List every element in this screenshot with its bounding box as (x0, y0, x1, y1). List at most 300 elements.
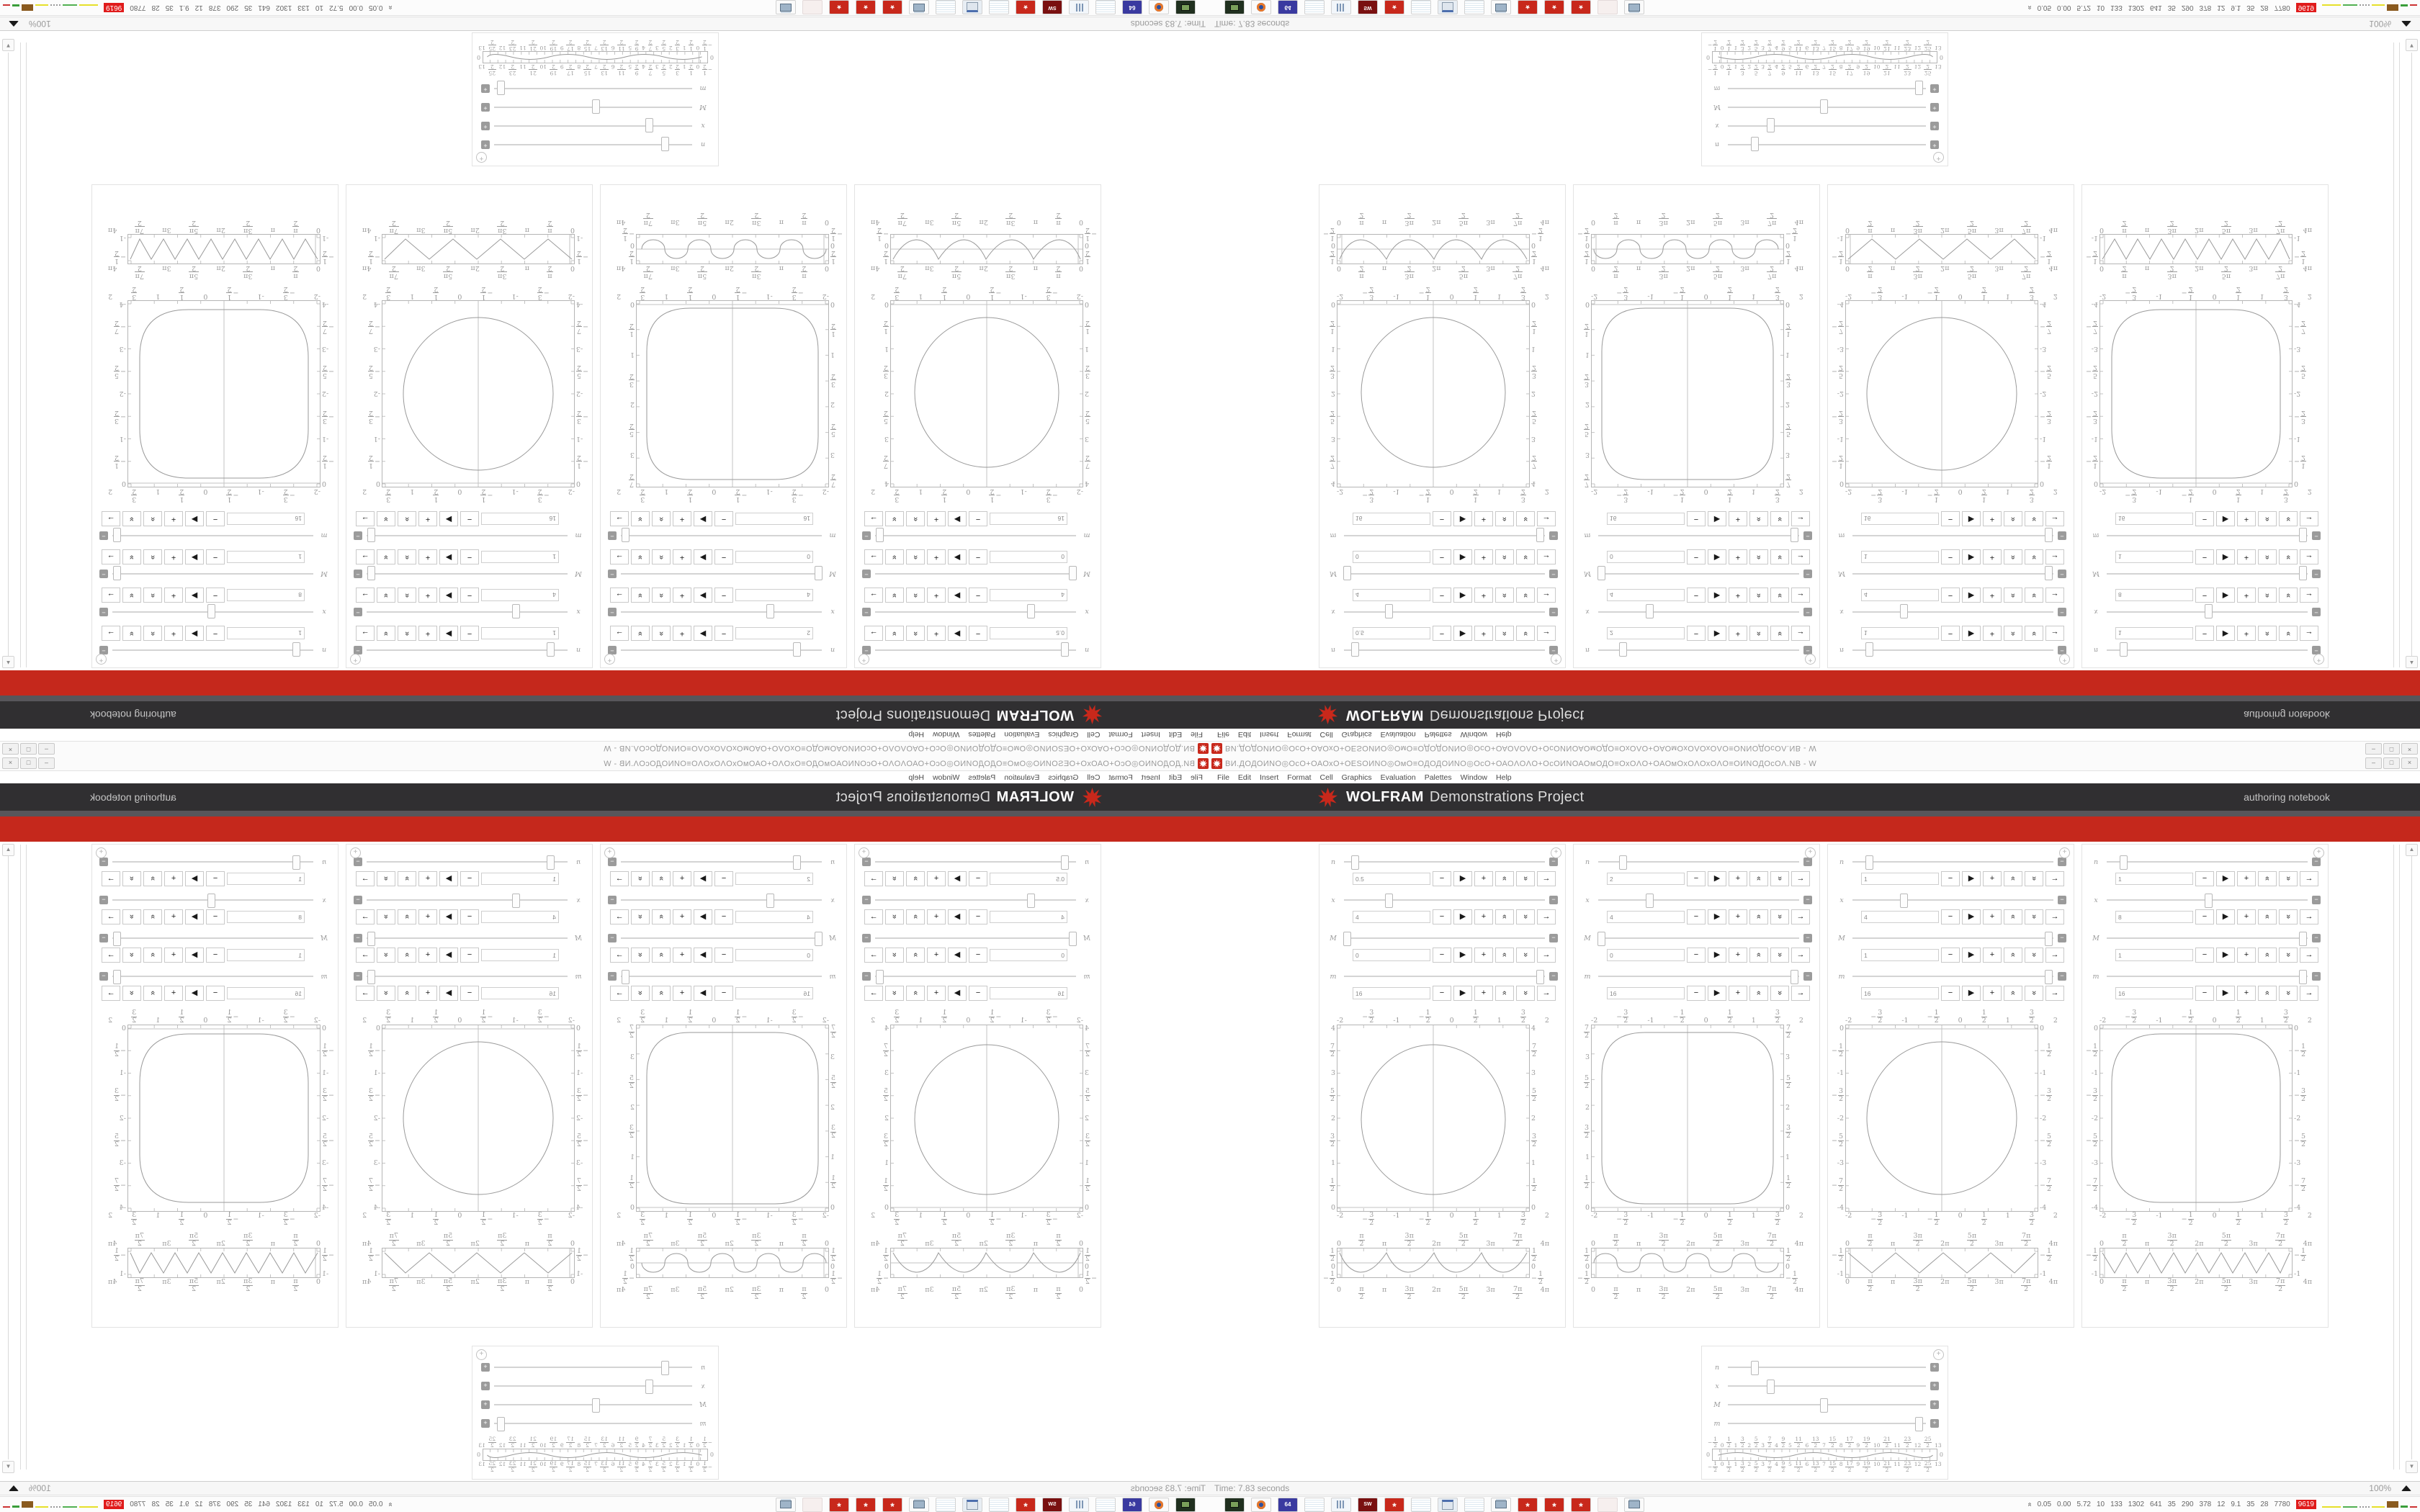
faster-button[interactable] (1495, 626, 1514, 641)
slider-thumb[interactable] (2045, 970, 2053, 984)
slower-button[interactable] (122, 511, 141, 526)
taskbar-app-icon[interactable] (1411, 1498, 1431, 1512)
decrement-button[interactable]: − (1687, 626, 1706, 641)
increment-button[interactable]: + (2237, 909, 2256, 924)
slower-button[interactable] (1770, 588, 1789, 603)
increment-button[interactable]: + (1474, 909, 1493, 924)
slower-button[interactable] (377, 871, 395, 886)
direction-button[interactable]: → (2045, 986, 2064, 1001)
slider-collapse-toggle[interactable]: − (1803, 972, 1812, 981)
slider-thumb[interactable] (1343, 932, 1351, 946)
slower-button[interactable] (885, 986, 904, 1001)
increment-button[interactable]: + (164, 986, 183, 1001)
manipulate-menu-icon[interactable]: + (1805, 654, 1816, 665)
slider-thumb[interactable] (2120, 642, 2128, 657)
faster-button[interactable] (2258, 948, 2277, 963)
slower-button[interactable] (2025, 549, 2043, 564)
slider-expand-toggle[interactable]: + (1930, 84, 1939, 93)
increment-button[interactable]: + (1729, 986, 1747, 1001)
taskbar-app-icon[interactable] (1624, 1, 1644, 15)
slider-collapse-toggle[interactable]: − (2312, 608, 2321, 616)
slider-thumb[interactable] (1069, 932, 1077, 946)
slider-collapse-toggle[interactable]: − (1549, 570, 1558, 578)
manipulate-menu-icon[interactable]: + (859, 654, 869, 665)
slider-value-field[interactable] (1861, 551, 1939, 563)
decrement-button[interactable]: − (1433, 588, 1451, 603)
taskbar-app-icon[interactable]: SW (1358, 1, 1378, 15)
increment-button[interactable]: + (1983, 871, 2002, 886)
play-button[interactable]: ▶ (2216, 588, 2235, 603)
slider-thumb[interactable] (1027, 894, 1035, 908)
direction-button[interactable]: → (2300, 588, 2318, 603)
decrement-button[interactable]: − (1433, 909, 1451, 924)
taskbar-app-icon[interactable] (1384, 1498, 1404, 1512)
decrement-button[interactable]: − (2195, 549, 2214, 564)
slider-value-field[interactable] (1607, 627, 1685, 639)
faster-button[interactable] (2004, 511, 2022, 526)
slider-collapse-toggle[interactable]: − (608, 570, 617, 578)
decrement-button[interactable]: − (206, 909, 225, 924)
direction-button[interactable]: → (356, 626, 375, 641)
slider-expand-toggle[interactable]: + (1930, 1382, 1939, 1390)
manipulate-menu-icon[interactable]: + (1933, 152, 1944, 163)
slider-value-field[interactable] (227, 551, 305, 563)
decrement-button[interactable]: − (1433, 511, 1451, 526)
slider-value-field[interactable] (481, 627, 559, 639)
decrement-button[interactable]: − (1687, 511, 1706, 526)
slider-thumb[interactable] (497, 1417, 505, 1431)
slider-collapse-toggle[interactable]: − (862, 608, 871, 616)
play-button[interactable]: ▶ (185, 511, 204, 526)
increment-button[interactable]: + (1729, 626, 1747, 641)
decrement-button[interactable]: − (969, 549, 987, 564)
taskbar-app-icon[interactable] (1149, 1, 1169, 15)
cell-bracket[interactable] (2399, 42, 2400, 667)
slider-thumb[interactable] (292, 642, 300, 657)
play-button[interactable]: ▶ (1708, 588, 1726, 603)
cell-bracket[interactable] (2393, 42, 2394, 667)
play-button[interactable]: ▶ (2216, 549, 2235, 564)
increment-button[interactable]: + (1474, 626, 1493, 641)
decrement-button[interactable]: − (969, 871, 987, 886)
increment-button[interactable]: + (2237, 549, 2256, 564)
slider-thumb[interactable] (1751, 1361, 1759, 1375)
slider-thumb[interactable] (2299, 932, 2307, 946)
taskbar-app-icon[interactable] (776, 1498, 796, 1512)
slider-thumb[interactable] (661, 137, 669, 151)
taskbar-app-icon[interactable] (989, 1, 1009, 15)
slower-button[interactable] (1516, 871, 1535, 886)
taskbar-app-icon[interactable] (962, 1, 982, 15)
slower-button[interactable] (2279, 626, 2298, 641)
restore-button[interactable]: □ (2383, 743, 2400, 755)
slider-track[interactable] (494, 138, 692, 152)
menu-item[interactable]: Palettes (968, 773, 996, 782)
slider-thumb[interactable] (766, 604, 774, 618)
play-button[interactable]: ▶ (1962, 549, 1981, 564)
taskbar-app-icon[interactable] (1464, 1, 1484, 15)
cell-bracket[interactable] (20, 42, 21, 667)
close-button[interactable]: × (2, 757, 19, 769)
taskbar-app-icon[interactable] (1624, 1498, 1644, 1512)
slider-collapse-toggle[interactable]: − (608, 972, 617, 981)
taskbar-app-icon[interactable] (989, 1498, 1009, 1512)
slider-track[interactable] (112, 931, 313, 945)
manipulate-menu-icon[interactable]: + (2059, 847, 2070, 858)
play-button[interactable]: ▶ (1453, 626, 1472, 641)
slower-button[interactable] (1770, 549, 1789, 564)
decrement-button[interactable]: − (206, 626, 225, 641)
decrement-button[interactable]: − (460, 948, 479, 963)
increment-button[interactable]: + (1983, 549, 2002, 564)
decrement-button[interactable]: − (1941, 549, 1960, 564)
slider-value-field[interactable] (481, 873, 559, 885)
slider-value-field[interactable] (990, 987, 1067, 999)
slider-thumb[interactable] (208, 894, 216, 908)
menu-item[interactable]: File (1217, 730, 1229, 739)
zoom-indicator-icon[interactable] (9, 1485, 19, 1491)
faster-button[interactable] (2004, 948, 2022, 963)
decrement-button[interactable]: − (206, 948, 225, 963)
play-button[interactable]: ▶ (439, 588, 458, 603)
slower-button[interactable] (1770, 511, 1789, 526)
slower-button[interactable] (631, 511, 650, 526)
direction-button[interactable]: → (1537, 871, 1556, 886)
direction-button[interactable]: → (610, 588, 629, 603)
increment-button[interactable]: + (673, 909, 691, 924)
menu-item[interactable]: Edit (1168, 730, 1183, 739)
direction-button[interactable]: → (864, 909, 883, 924)
faster-button[interactable] (2258, 588, 2277, 603)
slider-track[interactable] (1728, 1416, 1926, 1431)
slower-button[interactable] (1770, 986, 1789, 1001)
taskbar-app-icon[interactable] (1597, 1, 1618, 15)
slower-button[interactable] (2025, 948, 2043, 963)
faster-button[interactable] (906, 871, 925, 886)
tray-expander-icon[interactable]: » (2025, 5, 2034, 10)
decrement-button[interactable]: − (460, 909, 479, 924)
slower-button[interactable] (122, 871, 141, 886)
slider-collapse-toggle[interactable]: − (99, 934, 108, 942)
restore-button[interactable]: □ (20, 757, 37, 769)
manipulate-menu-icon[interactable]: + (2313, 654, 2324, 665)
slider-thumb[interactable] (1915, 1417, 1923, 1431)
taskbar-app-icon[interactable] (856, 1498, 876, 1512)
menu-item[interactable]: Cell (1319, 773, 1333, 782)
play-button[interactable]: ▶ (185, 909, 204, 924)
play-button[interactable]: ▶ (1708, 511, 1726, 526)
slider-value-field[interactable] (227, 627, 305, 639)
slider-thumb[interactable] (2299, 566, 2307, 580)
taskbar-app-icon[interactable]: 64 (1122, 1498, 1142, 1512)
slider-value-field[interactable] (1861, 627, 1939, 639)
decrement-button[interactable]: − (969, 626, 987, 641)
taskbar-app-icon[interactable] (882, 1498, 902, 1512)
slider-track[interactable] (1728, 1360, 1926, 1374)
decrement-button[interactable]: − (1941, 871, 1960, 886)
direction-button[interactable]: → (2300, 626, 2318, 641)
window-titlebar[interactable] (0, 741, 1210, 756)
direction-button[interactable]: → (102, 986, 120, 1001)
slower-button[interactable] (631, 871, 650, 886)
minimize-button[interactable]: – (38, 743, 55, 755)
increment-button[interactable]: + (673, 948, 691, 963)
slider-collapse-toggle[interactable]: − (1803, 570, 1812, 578)
menu-item[interactable]: Evaluation (1380, 773, 1416, 782)
play-button[interactable]: ▶ (1453, 986, 1472, 1001)
slider-thumb[interactable] (2045, 566, 2053, 580)
slider-expand-toggle[interactable]: + (1930, 1400, 1939, 1409)
decrement-button[interactable]: − (460, 549, 479, 564)
taskbar-app-icon[interactable] (1016, 1498, 1036, 1512)
slider-value-field[interactable] (1607, 513, 1685, 525)
taskbar-app-icon[interactable] (1438, 1498, 1458, 1512)
faster-button[interactable] (398, 986, 416, 1001)
faster-button[interactable] (906, 549, 925, 564)
direction-button[interactable]: → (864, 871, 883, 886)
play-button[interactable]: ▶ (1962, 588, 1981, 603)
taskbar-app-icon[interactable] (856, 1, 876, 15)
restore-button[interactable]: □ (2383, 757, 2400, 769)
increment-button[interactable]: + (927, 948, 946, 963)
taskbar-app-icon[interactable] (1544, 1, 1564, 15)
taskbar-app-icon[interactable] (1331, 1498, 1351, 1512)
increment-button[interactable]: + (1729, 871, 1747, 886)
play-button[interactable]: ▶ (439, 948, 458, 963)
slower-button[interactable] (631, 549, 650, 564)
scroll-down-button[interactable]: ▼ (2, 1461, 14, 1473)
slider-track[interactable] (1598, 855, 1799, 869)
slider-value-field[interactable] (735, 589, 813, 601)
slider-collapse-toggle[interactable]: − (99, 858, 108, 866)
slider-value-field[interactable] (735, 987, 813, 999)
slider-collapse-toggle[interactable]: − (1549, 896, 1558, 904)
play-button[interactable]: ▶ (1962, 948, 1981, 963)
slider-track[interactable] (1598, 643, 1799, 657)
slider-thumb[interactable] (1767, 118, 1775, 132)
zoom-level[interactable]: 100% (29, 1483, 51, 1493)
slider-value-field[interactable] (1353, 551, 1430, 563)
direction-button[interactable]: → (1537, 549, 1556, 564)
slower-button[interactable] (1516, 948, 1535, 963)
slider-track[interactable] (1598, 567, 1799, 581)
slider-value-field[interactable] (1353, 873, 1430, 885)
play-button[interactable]: ▶ (185, 626, 204, 641)
decrement-button[interactable]: − (969, 986, 987, 1001)
play-button[interactable]: ▶ (439, 626, 458, 641)
faster-button[interactable] (1495, 948, 1514, 963)
slider-track[interactable] (1852, 643, 2053, 657)
decrement-button[interactable]: − (1941, 986, 1960, 1001)
slower-button[interactable] (631, 986, 650, 1001)
slider-track[interactable] (1852, 528, 2053, 543)
slower-button[interactable] (122, 588, 141, 603)
faster-button[interactable] (652, 909, 671, 924)
slider-collapse-toggle[interactable]: − (99, 896, 108, 904)
play-button[interactable]: ▶ (185, 986, 204, 1001)
increment-button[interactable]: + (1729, 588, 1747, 603)
direction-button[interactable]: → (2045, 588, 2064, 603)
play-button[interactable]: ▶ (694, 871, 712, 886)
play-button[interactable]: ▶ (1962, 986, 1981, 1001)
direction-button[interactable]: → (356, 871, 375, 886)
play-button[interactable]: ▶ (439, 511, 458, 526)
increment-button[interactable]: + (927, 909, 946, 924)
faster-button[interactable] (2004, 626, 2022, 641)
slower-button[interactable] (631, 948, 650, 963)
decrement-button[interactable]: − (1433, 626, 1451, 641)
taskbar-app-icon[interactable] (1464, 1498, 1484, 1512)
slider-collapse-toggle[interactable]: − (1549, 858, 1558, 866)
slower-button[interactable] (2025, 511, 2043, 526)
faster-button[interactable] (2258, 549, 2277, 564)
decrement-button[interactable]: − (1433, 986, 1451, 1001)
slider-expand-toggle[interactable]: + (1930, 1363, 1939, 1372)
slider-thumb[interactable] (547, 855, 555, 870)
slider-value-field[interactable] (481, 589, 559, 601)
decrement-button[interactable]: − (2195, 626, 2214, 641)
vertical-scrollbar[interactable] (8, 53, 9, 656)
play-button[interactable]: ▶ (694, 626, 712, 641)
taskbar-app-icon[interactable]: 64 (1278, 1, 1298, 15)
slider-track[interactable] (1852, 605, 2053, 619)
play-button[interactable]: ▶ (1453, 549, 1472, 564)
increment-button[interactable]: + (927, 588, 946, 603)
slider-track[interactable] (875, 893, 1076, 907)
slower-button[interactable] (631, 626, 650, 641)
faster-button[interactable] (1749, 626, 1768, 641)
decrement-button[interactable]: − (714, 511, 733, 526)
slider-value-field[interactable] (990, 873, 1067, 885)
taskbar-app-icon[interactable] (1384, 1, 1404, 15)
slider-collapse-toggle[interactable]: − (1549, 531, 1558, 540)
window-titlebar[interactable] (1210, 741, 2420, 756)
slider-track[interactable] (1598, 893, 1799, 907)
slider-thumb[interactable] (2299, 970, 2307, 984)
direction-button[interactable]: → (356, 948, 375, 963)
manipulate-menu-icon[interactable]: + (1551, 654, 1561, 665)
minimize-button[interactable]: – (2365, 757, 2382, 769)
taskbar-app-icon[interactable] (909, 1498, 929, 1512)
faster-button[interactable] (398, 588, 416, 603)
taskbar-app-icon[interactable] (1016, 1, 1036, 15)
increment-button[interactable]: + (927, 549, 946, 564)
slider-value-field[interactable] (990, 949, 1067, 961)
increment-button[interactable]: + (1474, 511, 1493, 526)
slider-track[interactable] (1598, 528, 1799, 543)
slider-value-field[interactable] (227, 987, 305, 999)
taskbar-app-icon[interactable] (1438, 1, 1458, 15)
taskbar-app-icon[interactable] (1224, 1498, 1245, 1512)
slider-thumb[interactable] (661, 1361, 669, 1375)
faster-button[interactable] (1495, 549, 1514, 564)
slider-collapse-toggle[interactable]: − (2058, 896, 2066, 904)
decrement-button[interactable]: − (1687, 871, 1706, 886)
manipulate-menu-icon[interactable]: + (96, 847, 107, 858)
slider-track[interactable] (112, 528, 313, 543)
zoom-level[interactable]: 100% (29, 19, 51, 29)
slider-collapse-toggle[interactable]: − (608, 934, 617, 942)
direction-button[interactable]: → (2300, 871, 2318, 886)
slider-thumb[interactable] (1385, 894, 1393, 908)
slider-value-field[interactable] (735, 911, 813, 923)
menu-item[interactable]: Evaluation (1004, 730, 1040, 739)
decrement-button[interactable]: − (1687, 909, 1706, 924)
slower-button[interactable] (2279, 588, 2298, 603)
faster-button[interactable] (652, 511, 671, 526)
slider-thumb[interactable] (367, 566, 375, 580)
cell-bracket[interactable] (26, 845, 27, 1470)
slider-value-field[interactable] (481, 987, 559, 999)
manipulate-menu-icon[interactable]: + (2313, 847, 2324, 858)
slider-thumb[interactable] (815, 932, 823, 946)
slider-track[interactable] (367, 643, 568, 657)
faster-button[interactable] (1495, 588, 1514, 603)
slider-thumb[interactable] (1900, 604, 1908, 618)
faster-button[interactable] (398, 948, 416, 963)
increment-button[interactable]: + (673, 986, 691, 1001)
slider-track[interactable] (1852, 893, 2053, 907)
slower-button[interactable] (2279, 986, 2298, 1001)
play-button[interactable]: ▶ (2216, 626, 2235, 641)
faster-button[interactable] (1749, 871, 1768, 886)
slower-button[interactable] (631, 909, 650, 924)
slider-collapse-toggle[interactable]: − (1803, 896, 1812, 904)
menu-item[interactable]: File (1191, 773, 1203, 782)
faster-button[interactable] (2258, 626, 2277, 641)
decrement-button[interactable]: − (460, 588, 479, 603)
slower-button[interactable] (122, 549, 141, 564)
slower-button[interactable] (122, 986, 141, 1001)
direction-button[interactable]: → (102, 549, 120, 564)
decrement-button[interactable]: − (1433, 549, 1451, 564)
menu-item[interactable]: Palettes (1424, 730, 1452, 739)
direction-button[interactable]: → (2300, 986, 2318, 1001)
taskbar-app-icon[interactable] (1491, 1, 1511, 15)
slider-collapse-toggle[interactable]: − (354, 934, 362, 942)
menu-item[interactable]: Graphics (1048, 730, 1079, 739)
play-button[interactable]: ▶ (1453, 948, 1472, 963)
decrement-button[interactable]: − (206, 511, 225, 526)
slider-collapse-toggle[interactable]: − (608, 896, 617, 904)
increment-button[interactable]: + (1474, 549, 1493, 564)
slider-collapse-toggle[interactable]: − (862, 531, 871, 540)
manipulate-menu-icon[interactable]: + (476, 152, 487, 163)
slider-track[interactable] (2107, 605, 2308, 619)
slider-value-field[interactable] (735, 627, 813, 639)
restore-button[interactable]: □ (20, 743, 37, 755)
taskbar-app-icon[interactable] (1175, 1, 1196, 15)
slider-track[interactable] (367, 605, 568, 619)
direction-button[interactable]: → (864, 549, 883, 564)
faster-button[interactable] (398, 549, 416, 564)
decrement-button[interactable]: − (714, 986, 733, 1001)
faster-button[interactable] (2004, 909, 2022, 924)
slider-thumb[interactable] (592, 99, 600, 114)
slider-collapse-toggle[interactable]: − (2058, 570, 2066, 578)
decrement-button[interactable]: − (1433, 871, 1451, 886)
slider-collapse-toggle[interactable]: − (1803, 934, 1812, 942)
slider-value-field[interactable] (990, 551, 1067, 563)
slider-track[interactable] (621, 969, 822, 984)
slider-expand-toggle[interactable]: + (1930, 140, 1939, 149)
faster-button[interactable] (2004, 986, 2022, 1001)
decrement-button[interactable]: − (460, 511, 479, 526)
slider-value-field[interactable] (1607, 873, 1685, 885)
slider-track[interactable] (1344, 605, 1545, 619)
slider-collapse-toggle[interactable]: − (1803, 858, 1812, 866)
decrement-button[interactable]: − (206, 588, 225, 603)
